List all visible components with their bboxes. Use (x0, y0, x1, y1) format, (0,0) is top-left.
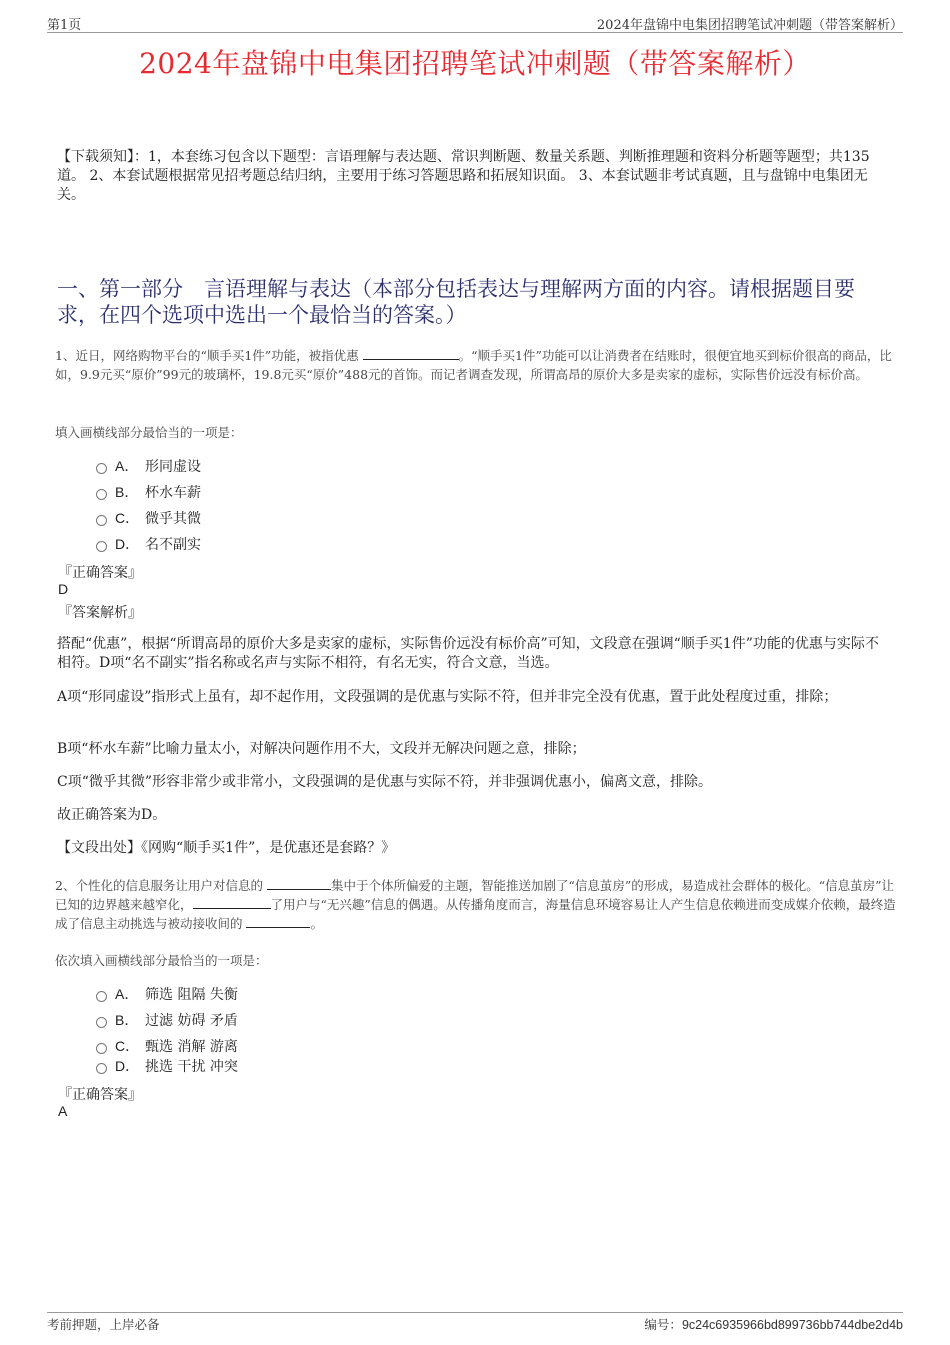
question-2-option-a[interactable]: A． 筛选 阻隔 失衡 (96, 984, 238, 1004)
question-2-option-d[interactable]: D． 挑选 干扰 冲突 (96, 1056, 238, 1076)
correct-answer: A (58, 1103, 68, 1119)
question-2-text: 2、个性化的信息服务让用户对信息的 集中于个体所偏爱的主题，智能推送加剧了“信息茧房”的形成，易造成社会群体的极化。“信息茧房”让已知的边界越来越窄化， 了用户与“无兴趣”信息的偶遇。从传播角度而言，海量信息环境容易让人产生信息依赖进而变成媒介依赖，最终造成了信息主动挑选与被动接收间的 。 (55, 878, 896, 931)
radio-icon[interactable] (96, 463, 107, 474)
radio-icon[interactable] (96, 1063, 107, 1074)
correct-answer-label: 『正确答案』 (58, 565, 142, 581)
source-citation: 【文段出处】《网购“顺手买1件”，是优惠还是套路？》 (57, 840, 396, 856)
download-notice: 【下载须知】：1，本套练习包含以下题型：言语理解与表达题、常识判断题、数量关系题、判断推理题和资料分析题等题型；共135道。 2、本套试题根据常见招考题总结归纳，主要用于练习答题思路和拓展知识面。 3、本套试题非考试真题，且与盘锦中电集团无关。 (57, 149, 870, 203)
page-number: 第1页 (47, 18, 82, 33)
document-code: 编号：9c24c6935966bd899736bb744dbe2d4b (644, 1317, 903, 1332)
analysis-paragraph: C项“微乎其微”形容非常少或非常小，文段强调的是优惠与实际不符，并非强调优惠小，偏离文意，排除。 (57, 774, 713, 790)
question-1-option-c[interactable]: C． 微乎其微 (96, 508, 201, 528)
answer-blank (246, 915, 310, 928)
page-header (47, 14, 903, 33)
question-2-prompt: 依次填入画横线部分最恰当的一项是： (55, 953, 268, 968)
answer-blank (267, 877, 331, 890)
radio-icon[interactable] (96, 541, 107, 552)
page-footer (47, 1312, 903, 1332)
correct-answer-label: 『正确答案』 (58, 1087, 142, 1103)
analysis-paragraph: 故正确答案为D。 (57, 807, 167, 823)
question-1-text: 1、近日，网络购物平台的“顺手买1件”功能，被指优惠 。“顺手买1件”功能可以让消费者在结账时，很便宜地买到标价很高的商品，比如，9.9元买“原价”99元的玻璃杯，19.8元买“原价”488元的首饰。而记者调查发现，所谓高昂的原价大多是卖家的虚标，实际售价远没有标价高。 (55, 348, 892, 382)
answer-blank (363, 347, 459, 360)
radio-icon[interactable] (96, 489, 107, 500)
question-1-prompt: 填入画横线部分最恰当的一项是： (55, 425, 243, 440)
question-1-option-a[interactable]: A． 形同虚设 (96, 456, 201, 476)
analysis-paragraph: B项“杯水车薪”比喻力量太小，对解决问题作用不大，文段并无解决问题之意，排除； (57, 741, 586, 757)
header-doc-title: 2024年盘锦中电集团招聘笔试冲刺题（带答案解析） (596, 18, 903, 33)
correct-answer: D (58, 581, 69, 597)
question-1-option-d[interactable]: D． 名不副实 (96, 534, 201, 554)
question-1-option-b[interactable]: B． 杯水车薪 (96, 482, 201, 502)
radio-icon[interactable] (96, 1043, 107, 1054)
radio-icon[interactable] (96, 515, 107, 526)
analysis-label: 『答案解析』 (58, 605, 142, 621)
radio-icon[interactable] (96, 1017, 107, 1028)
footer-slogan: 考前押题，上岸必备 (47, 1317, 160, 1332)
radio-icon[interactable] (96, 991, 107, 1002)
question-2-option-b[interactable]: B． 过滤 妨碍 矛盾 (96, 1010, 238, 1030)
question-2-option-c[interactable]: C． 甄选 消解 游离 (96, 1036, 238, 1056)
analysis-paragraph: 搭配“优惠”，根据“所谓高昂的原价大多是卖家的虚标，实际售价远没有标价高”可知，文段意在强调“顺手买1件”功能的优惠与实际不相符。D项“名不副实”指名称或名声与实际不相符，有名无实，符合文意，当选。 (57, 636, 879, 671)
answer-blank (193, 896, 271, 909)
section-heading: 一、第一部分 言语理解与表达（本部分包括表达与理解两方面的内容。请根据题目要求，在四个选项中选出一个最恰当的答案。） (57, 277, 855, 327)
page-title: 2024年盘锦中电集团招聘笔试冲刺题（带答案解析） (139, 47, 811, 80)
analysis-paragraph: A项“形同虚设”指形式上虽有，却不起作用，文段强调的是优惠与实际不符，但并非完全没有优惠，置于此处程度过重，排除； (57, 689, 838, 705)
